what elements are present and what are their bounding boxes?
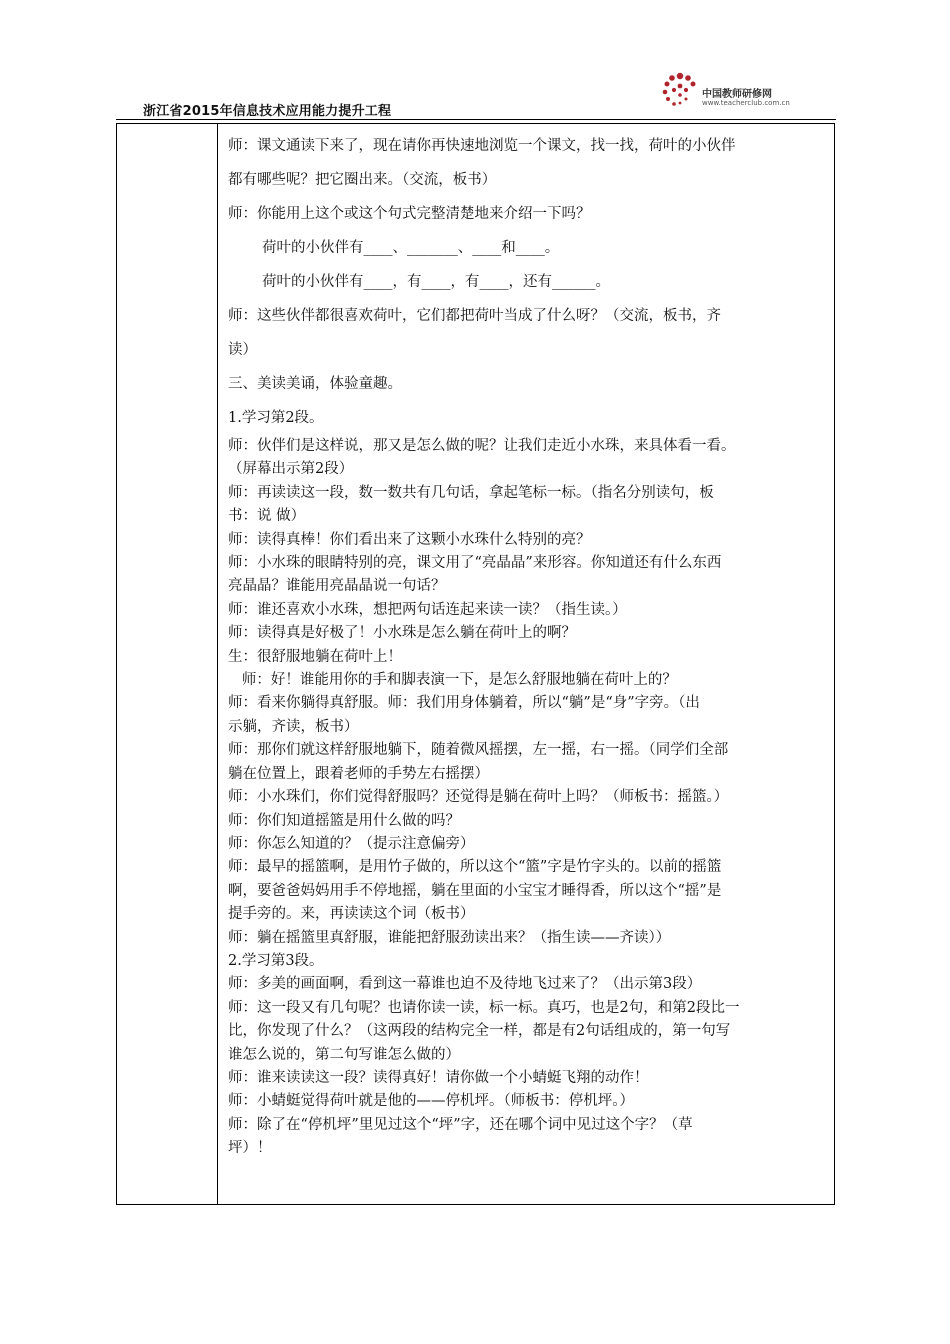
text-line: 师：这一段又有几句呢？也请你读一读，标一标。真巧，也是2句，和第2段比一 bbox=[228, 999, 740, 1016]
section-heading: 三、美读美诵，体验童趣。 bbox=[228, 376, 402, 392]
text-line: 师：看来你躺得真舒服。师：我们用身体躺着，所以“躺”是“身”字旁。（出 bbox=[228, 695, 700, 712]
text-line: 读） bbox=[228, 342, 257, 358]
text-line: 示躺，齐读，板书） bbox=[228, 718, 359, 735]
text-line: 坪）！ bbox=[228, 1140, 272, 1157]
flower-dots-logo-icon bbox=[660, 70, 702, 110]
header-divider bbox=[116, 119, 836, 120]
text-line: 师：课文通读下来了，现在请你再快速地浏览一个课文，找一找，荷叶的小伙伴 bbox=[228, 138, 736, 154]
project-title: 浙江省2015年信息技术应用能力提升工程 bbox=[143, 104, 392, 119]
text-line: 师：多美的画面啊，看到这一幕谁也迫不及待地飞过来了？（出示第3段） bbox=[228, 976, 702, 993]
lesson-stage-column bbox=[117, 124, 218, 1204]
text-line: 啊，要爸爸妈妈用手不停地摇，躺在里面的小宝宝才睡得香，所以这个“摇”是 bbox=[228, 882, 722, 899]
logo-name: 中国教师研修网 bbox=[702, 89, 772, 100]
text-line: 师：好！谁能用你的手和脚表演一下，是怎么舒服地躺在荷叶上的？ bbox=[228, 672, 677, 689]
text-line: 生：很舒服地躺在荷叶上！ bbox=[228, 648, 402, 665]
text-line: 师：读得真是好极了！小水珠是怎么躺在荷叶上的啊？ bbox=[228, 625, 576, 642]
logo-url: www.teacherclub.com.cn bbox=[702, 99, 790, 107]
text-line: 书：说 做） bbox=[228, 508, 306, 525]
lesson-content-cell bbox=[228, 129, 828, 1161]
text-line: 师：谁来读读这一段？读得真好！请你做一个小蜻蜓飞翔的动作！ bbox=[228, 1069, 649, 1086]
text-line: 比，你发现了什么？（这两段的结构完全一样，都是有2句话组成的，第一句写 bbox=[228, 1023, 731, 1040]
text-line: 师：你怎么知道的？（提示注意偏旁） bbox=[228, 835, 475, 852]
text-line: 师：躺在摇篮里真舒服，谁能把舒服劲读出来？（指生读——齐读）） bbox=[228, 929, 671, 946]
text-line: （屏幕出示第2段） bbox=[228, 461, 354, 478]
teacher-club-logo bbox=[660, 70, 810, 114]
sentence-pattern-2: 荷叶的小伙伴有____，有____，有____，还有______。 bbox=[262, 274, 610, 290]
text-line: 师：你能用上这个或这个句式完整清楚地来介绍一下吗？ bbox=[228, 206, 591, 222]
text-line: 师：除了在“停机坪”里见过这个“坪”字，还在哪个词中见过这个字？（草 bbox=[228, 1116, 693, 1133]
text-line: 提手旁的。来，再读读这个词（板书） bbox=[228, 906, 475, 923]
text-line: 师：读得真棒！你们看出来了这颗小水珠什么特别的亮？ bbox=[228, 531, 591, 548]
text-line: 师：这些伙伴都很喜欢荷叶，它们都把荷叶当成了什么呀？（交流，板书，齐 bbox=[228, 308, 721, 324]
subsection-heading: 2.学习第3段。 bbox=[228, 952, 324, 969]
sentence-pattern-1: 荷叶的小伙伴有____、_______、____和____。 bbox=[262, 240, 560, 256]
subsection-heading: 1.学习第2段。 bbox=[228, 410, 324, 426]
text-line: 师：最早的摇篮啊，是用竹子做的，所以这个“篮”字是竹字头的。以前的摇篮 bbox=[228, 859, 722, 876]
text-line: 师：那你们就这样舒服地躺下，随着微风摇摆，左一摇，右一摇。（同学们全部 bbox=[228, 742, 729, 759]
text-line: 师：小水珠的眼睛特别的亮，课文用了“亮晶晶”来形容。你知道还有什么东西 bbox=[228, 555, 722, 572]
text-line: 亮晶晶？谁能用亮晶晶说一句话？ bbox=[228, 578, 446, 595]
text-line: 师：你们知道摇篮是用什么做的吗？ bbox=[228, 812, 460, 829]
lesson-table bbox=[116, 123, 835, 1205]
text-line: 师：小蜻蜓觉得荷叶就是他的——停机坪。（师板书：停机坪。） bbox=[228, 1093, 634, 1110]
text-line: 师：谁还喜欢小水珠，想把两句话连起来读一读？（指生读。） bbox=[228, 601, 627, 618]
text-line: 师：小水珠们，你们觉得舒服吗？还觉得是躺在荷叶上吗？（师板书：摇篮。） bbox=[228, 789, 729, 806]
text-line: 谁怎么说的，第二句写谁怎么做的） bbox=[228, 1046, 460, 1063]
text-line: 师：伙伴们是这样说，那又是怎么做的呢？让我们走近小水珠，来具体看一看。 bbox=[228, 438, 736, 454]
text-line: 都有哪些呢？把它圈出来。（交流，板书） bbox=[228, 172, 497, 188]
text-line: 师：再读读这一段，数一数共有几句话，拿起笔标一标。（指名分别读句，板 bbox=[228, 484, 714, 501]
text-line: 躺在位置上，跟着老师的手势左右摇摆） bbox=[228, 765, 489, 782]
